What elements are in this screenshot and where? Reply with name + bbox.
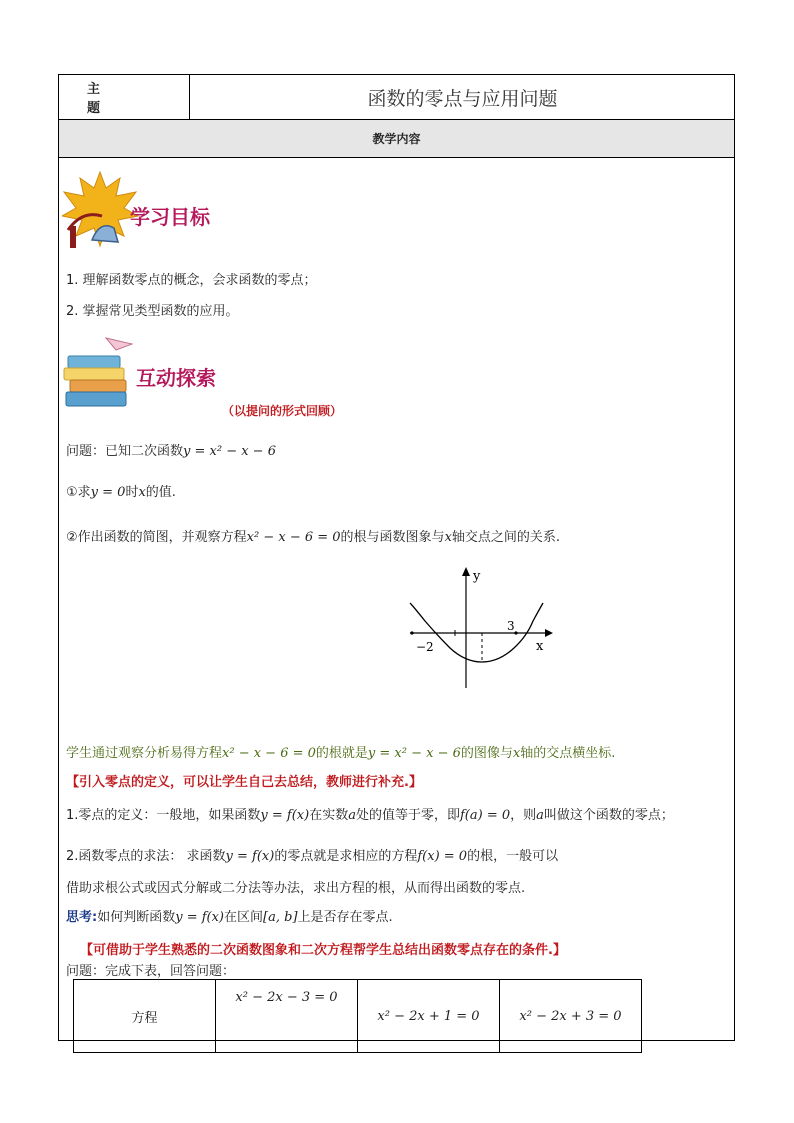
teacher-note-1: 【引入零点的定义，可以让学生自己去总结，教师进行补充.】: [66, 775, 422, 790]
header-row: [59, 75, 734, 120]
equation-cell-1: x² − 2x − 3 = 0: [216, 980, 358, 1053]
question-2: ②作出函数的简图，并观察方程x² − x − 6 = 0的根与函数图象与x轴交点之间的关系.: [66, 530, 561, 545]
parabola-graph: [405, 562, 565, 692]
lesson-title: 函数的零点与应用问题: [367, 87, 558, 110]
x-axis-label: x: [536, 639, 544, 654]
table-row: [74, 980, 642, 1053]
root-left-label: −2: [416, 640, 434, 654]
table-intro: 问题：完成下表，回答问题：: [66, 964, 236, 979]
root-right-point: [514, 631, 517, 634]
explore-subtitle: （以提问的形式回顾）: [222, 404, 343, 418]
subject-label: 主 题: [59, 75, 190, 119]
equation-table: [73, 979, 642, 1053]
x-axis-arrow: [545, 629, 553, 637]
zero-definition: 1.零点的定义：一般地，如果函数y = f(x)在实数a处的值等于零，即f(a) = 0，则a叫做这个函数的零点；: [66, 808, 674, 823]
zero-method-line-1: 2.函数零点的求法： 求函数y = f(x)的零点就是求相应的方程f(x) = 0的根，一般可以: [66, 849, 559, 864]
y-axis-arrow: [462, 567, 470, 576]
teacher-note-2: 【可借助于学生熟悉的二次函数图象和二次方程帮学生总结出函数零点存在的条件.】: [80, 943, 566, 958]
maple-leaf-bell-icon: [62, 170, 140, 250]
content-bar: 教学内容: [59, 120, 734, 158]
root-right-label: 3: [507, 619, 515, 633]
y-axis-label: y: [473, 569, 481, 584]
root-left-point: [410, 631, 413, 634]
zero-method-line-2: 借助求根公式或因式分解或二分法等办法，求出方程的根，从而得出函数的零点.: [66, 881, 526, 896]
question-line: 问题：已知二次函数y = x² − x − 6: [66, 444, 276, 459]
question-1: ①求y = 0时x的值.: [66, 485, 176, 500]
analysis-line: 学生通过观察分析易得方程x² − x − 6 = 0的根就是y = x² − x − 6的图像与x轴的交点横坐标.: [66, 746, 616, 761]
books-paper-plane-icon: [62, 336, 142, 410]
objectives-title: 学习目标: [130, 205, 210, 229]
equation-cell-3: x² − 2x + 3 = 0: [500, 980, 642, 1053]
objective-1: 1. 理解函数零点的概念，会求函数的零点；: [66, 273, 317, 288]
equation-cell-2: x² − 2x + 1 = 0: [358, 980, 500, 1053]
explore-title: 互动探索: [136, 366, 216, 390]
objective-2: 2. 掌握常见类型函数的应用。: [66, 304, 239, 319]
table-header-cell: 方程: [74, 980, 216, 1053]
think-question: 思考:如何判断函数y = f(x)在区间[a, b]上是否存在零点.: [66, 910, 393, 925]
